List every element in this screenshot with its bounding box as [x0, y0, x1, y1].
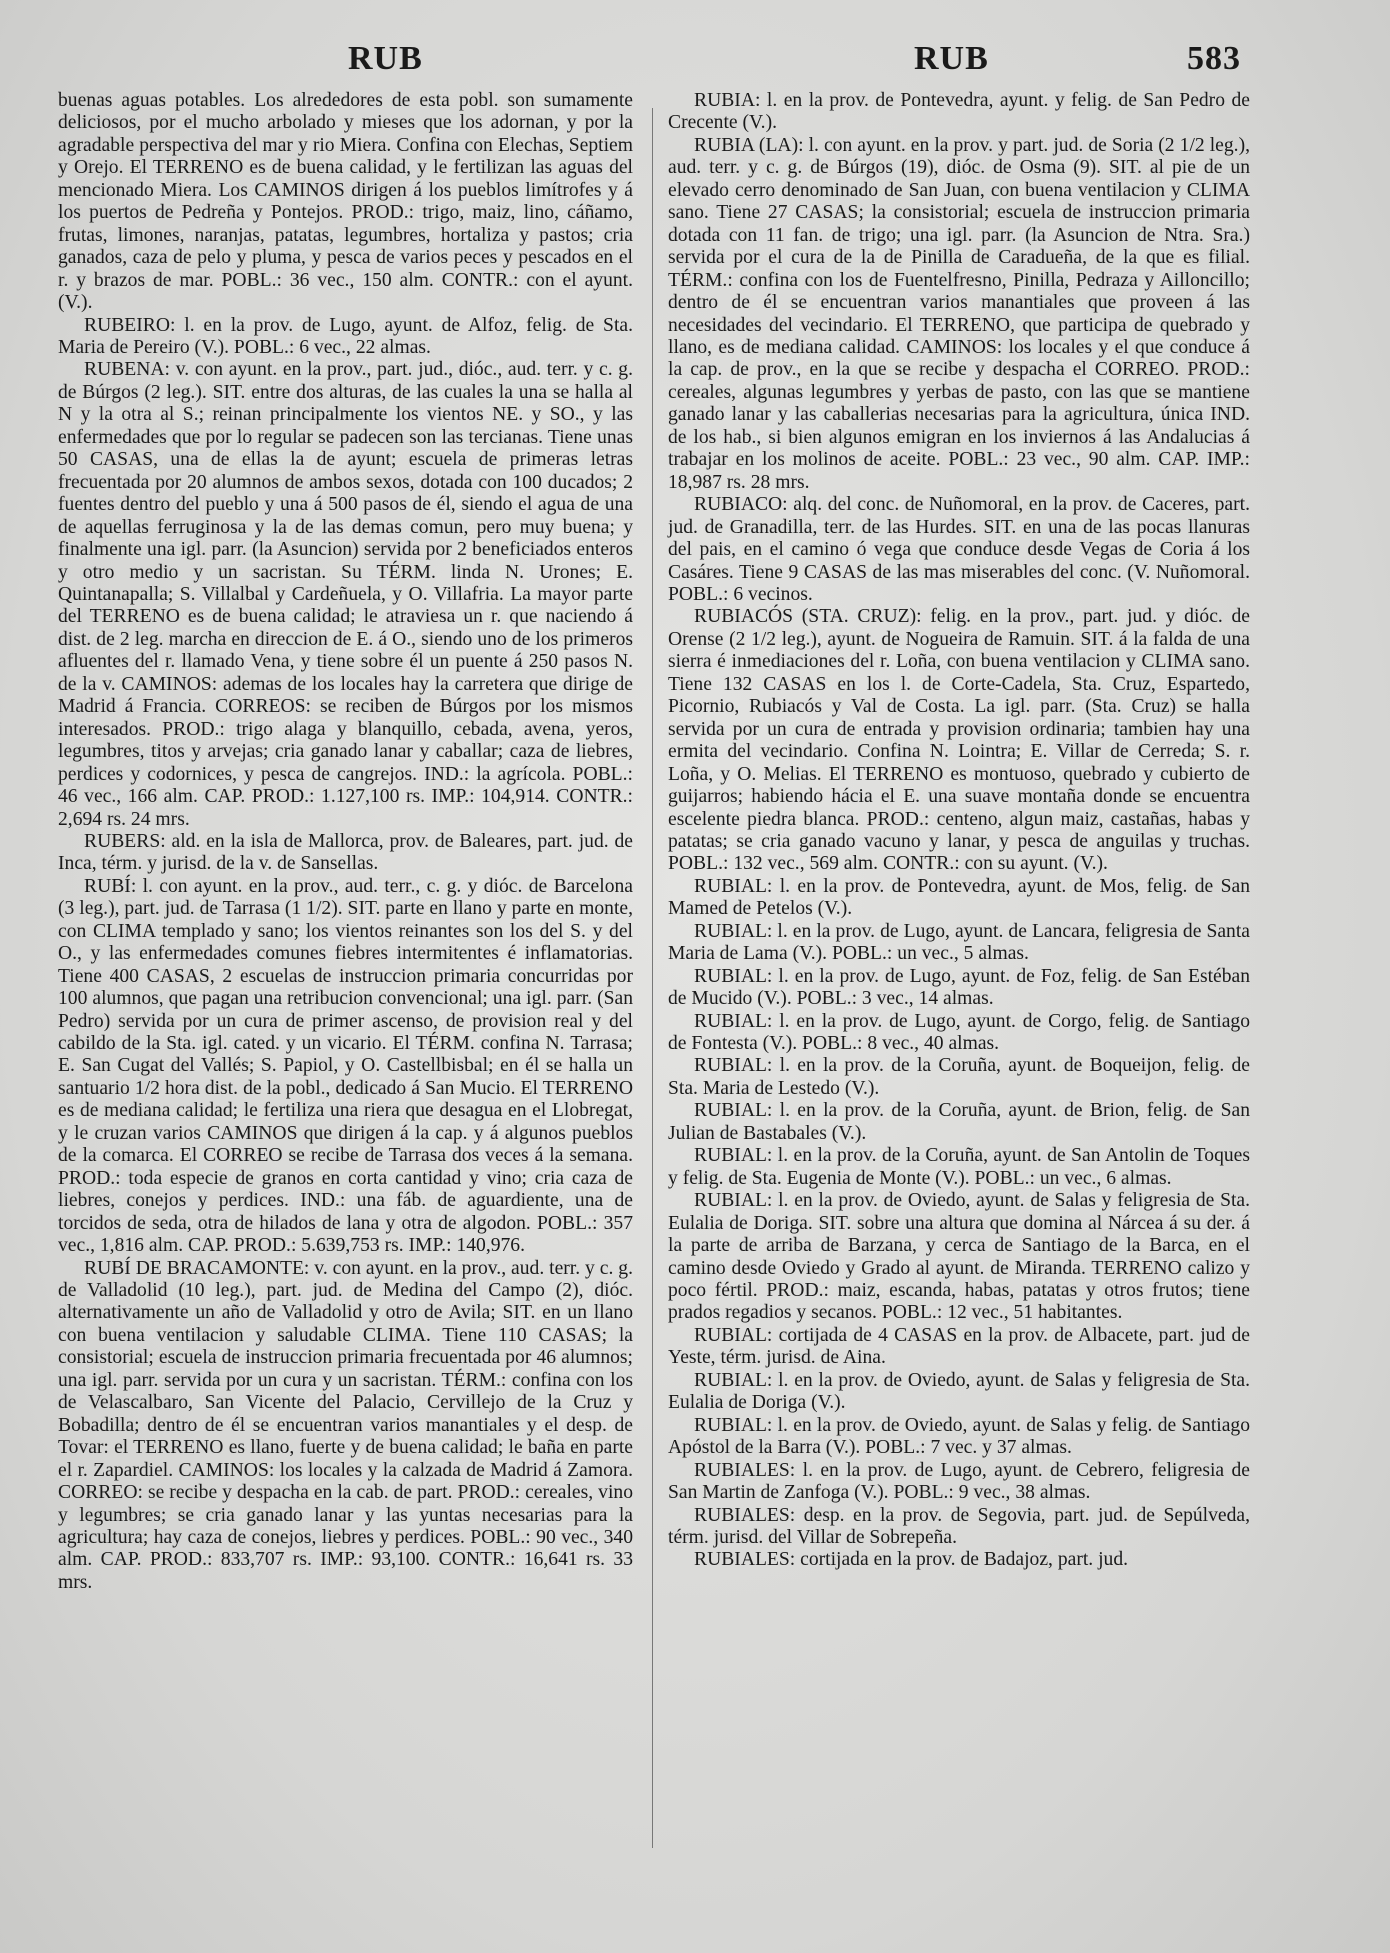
entry: RUBIAL: l. en la prov. de la Coruña, ayunt. de Brion, felig. de San Julian de Bastabales (V.). — [668, 1100, 1250, 1144]
entry: RUBIA: l. en la prov. de Pontevedra, ayunt. y felig. de San Pedro de Crecente (V.). — [668, 90, 1250, 134]
right-column — [668, 90, 1250, 1572]
entry: RUBIACÓS (STA. CRUZ): felig. en la prov., part. jud. y dióc. de Orense (2 1/2 leg.), ayunt. de Nogueira de Ramuin. SIT. á la falda de una sierra é inmediaciones del r. Loña, con buena ventilacion y CLIMA sano. Tiene 132 CASAS en los l. de Corte-Cadela, Sta. Cruz, Espartedo, Picornio, Rubiacós y Val de Costa. La igl. parr. (Sta. Cruz) se halla servida por un cura de entrada y provision ordinaria; tambien hay una ermita del vecindario. Confina N. Lointra; E. Villar de Cerreda; S. r. Loña, y O. Melias. El TERRENO es montuoso, quebrado y cubierto de guijarros; habiendo hácia el E. una suave montaña donde se encuentra escelente piedra blanca. PROD.: centeno, algun maiz, castañas, habas y patatas; se cria ganado vacuno y lanar, y pesca de anguilas y truchas. POBL.: 132 vec., 569 alm. CONTR.: con su ayunt. (V.). — [668, 606, 1250, 875]
entry: RUBIALES: cortijada en la prov. de Badajoz, part. jud. — [694, 1549, 1129, 1571]
entry: RUBIALES: l. en la prov. de Lugo, ayunt. de Cebrero, feligresia de San Martin de Zanfoga (V.). POBL.: 9 vec., 38 almas. — [668, 1459, 1250, 1504]
entry: RUBENA: v. con ayunt. en la prov., part. jud., dióc., aud. terr. y c. g. de Búrgos (2 leg.). SIT. entre dos alturas, de las cuales la una se halla al N y la otra al S.; reinan principalmente los vientos NE. y SO., y las enfermedades que por lo regular se padecen son las tercianas. Tiene unas 50 CASAS, una de ellas la de ayunt; escuela de primeras letras frecuentada por 20 alumnos de ambos sexos, dotada con 100 ducados; 2 fuentes dentro del pueblo y una á 500 pasos de él, siendo el agua de una de aquellas ferruginosa y la de las demas comun, pero muy buena; y finalmente una igl. parr. (la Asuncion) servida por 2 beneficiados enteros y otro medio y un sacristan. Su TÉRM. linda N. Urones; E. Quintanapalla; S. Villalbal y Cardeñuela, y O. Villafria. La mayor parte del TERRENO es de buena calidad; le atraviesa un r. que naciendo á dist. de 2 leg. marcha en direccion de E. á O., siendo uno de los primeros afluentes del r. llamado Vena, y tiene sobre él un puente á 250 pasos N. de la v. CAMINOS: ademas de los locales hay la carretera que dirige de Madrid á Francia. CORREOS: se reciben de Búrgos por los mismos interesados. PROD.: trigo alaga y blanquillo, cebada, avena, yeros, legumbres, titos y arvejas; cria ganado lanar y caballar; caza de liebres, perdices y codornices, y pesca de cangrejos. IND.: la agrícola. POBL.: 46 vec., 166 alm. CAP. PROD.: 1.127,100 rs. IMP.: 104,914. CONTR.: 2,694 rs. 24 mrs. — [58, 359, 633, 830]
entry: RUBIAL: l. en la prov. de Lugo, ayunt. de Lancara, feligresia de Santa Maria de Lama (V.). POBL.: un vec., 5 almas. — [668, 920, 1250, 965]
entry: buenas aguas potables. Los alrededores de esta pobl. son sumamente deliciosos, por el mucho arbolado y mieses que los adornan, y por la agradable perspectiva del mar y rio Miera. Confina con Elechas, Septiem y Orejo. El TERRENO es de buena calidad, y le fertilizan las aguas del mencionado Miera. Los CAMINOS dirigen á los pueblos limítrofes y á los puertos de Pedreña y Pontejos. PROD.: trigo, maiz, lino, cáñamo, frutas, limones, naranjas, patatas, legumbres, hortaliza y pastos; cria ganados, caza de pelo y pluma, y pesca de varios peces y pescados en el r. y brazos de mar. POBL.: 36 vec., 150 alm. CONTR.: con el ayunt. (V.). — [58, 90, 633, 314]
right-running-head: RUB — [914, 40, 989, 77]
entry: RUBIAL: l. en la prov. de Oviedo, ayunt. de Salas y feligresia de Sta. Eulalia de Doriga. SIT. sobre una altura que domina al Nárcea á su der. á la parte de arriba de Barzana, y cerca de Santiago de la Barca, en el camino desde Oviedo y Grado al ayunt. de Miranda. TERRENO calizo y poco fértil. PROD.: maiz, escanda, habas, patatas y otros frutos; tiene prados regadios y secanos. POBL.: 12 vec., 51 habitantes. — [668, 1190, 1250, 1324]
entry: RUBIAL: l. en la prov. de Oviedo, ayunt. de Salas y feligresia de Sta. Eulalia de Doriga (V.). — [668, 1369, 1250, 1414]
entry: RUBIAL: l. en la prov. de Pontevedra, ayunt. de Mos, felig. de San Mamed de Petelos (V.). — [668, 875, 1250, 920]
entry: RUBIAL: l. en la prov. de Lugo, ayunt. de Foz, felig. de San Estéban de Mucido (V.). POBL.: 3 vec., 14 almas. — [668, 965, 1250, 1010]
column-divider — [652, 108, 653, 1848]
entry: RUBIAL: l. en la prov. de Oviedo, ayunt. de Salas y felig. de Santiago Apóstol de la Barra (V.). POBL.: 7 vec. y 37 almas. — [668, 1414, 1250, 1459]
entry: RUBIACO: alq. del conc. de Nuñomoral, en la prov. de Caceres, part. jud. de Granadilla, terr. de las Hurdes. SIT. en una de las pocas llanuras del pais, en el camino ó vega que conduce desde Vegas de Coria á los Casáres. Tiene 9 CASAS de las mas miserables del conc. (V. Nuñomoral. POBL.: 6 vecinos. — [668, 494, 1250, 605]
entry: RUBIALES: desp. en la prov. de Segovia, part. jud. de Sepúlveda, térm. jurisd. del Villar de Sobrepeña. — [668, 1504, 1250, 1548]
entry: RUBÍ DE BRACAMONTE: v. con ayunt. en la prov., aud. terr. y c. g. de Valladolid (10 leg.), part. jud. de Medina del Campo (2), dióc. alternativamente un año de Valladolid y otro de Avila; SIT. en un llano con buena ventilacion y saludable CLIMA. Tiene 110 CASAS; la consistorial; escuela de instruccion primaria frecuentada por 46 alumnos; una igl. parr. servida por un cura y un sacristan. TÉRM.: confina con los de Velascalbaro, San Vicente del Palacio, Cervillejo de la Cruz y Bobadilla; dentro de él se encuentran varios manantiales y el desp. de Tovar: el TERRENO es llano, fuerte y de buena calidad; le baña en parte el r. Zapardiel. CAMINOS: los locales y la calzada de Madrid á Zamora. CORREO: se recibe y despacha en la cab. de part. PROD.: cereales, vino y legumbres; se cria ganado lanar y las yuntas necesarias para la agricultura; hay caza de conejos, liebres y perdices. POBL.: 90 vec., 340 alm. CAP. PROD.: 833,707 rs. IMP.: 93,100. CONTR.: 16,641 rs. 33 mrs. — [58, 1257, 633, 1593]
entry: RUBÍ: l. con ayunt. en la prov., aud. terr., c. g. y dióc. de Barcelona (3 leg.), part. jud. de Tarrasa (1 1/2). SIT. parte en llano y parte en monte, con CLIMA templado y sano; los vientos reinantes son los del S. y del O., y las enfermedades comunes fiebres intermitentes é inflamatorias. Tiene 400 CASAS, 2 escuelas de instruccion primaria concurridas por 100 alumnos, que pagan una retribucion convencional; una igl. parr. (San Pedro) servida por un cura de primer ascenso, de provision real y del cabildo de la Sta. igl. cated. y un vicario. El TÉRM. confina N. Tarrasa; E. San Cugat del Vallés; S. Papiol, y O. Castellbisbal; en él se halla un santuario 1/2 hora dist. de la pobl., dedicado á San Mucio. El TERRENO es de mediana calidad; le fertiliza una riera que desagua en el Llobregat, y le cruzan varios CAMINOS que dirigen á la cap. y á algunos pueblos de la comarca. El CORREO se recibe de Tarrasa dos veces á la semana. PROD.: toda especie de granos en corta cantidad y vino; cria caza de liebres, conejos y perdices. IND.: una fáb. de aguardiente, una de torcidos de seda, otra de hilados de lana y otra de algodon. POBL.: 357 vec., 1,816 alm. CAP. PROD.: 5.639,753 rs. IMP.: 140,976. — [58, 875, 633, 1257]
entry: RUBIAL: l. en la prov. de la Coruña, ayunt. de San Antolin de Toques y felig. de Sta. Eugenia de Monte (V.). POBL.: un vec., 6 almas. — [668, 1145, 1250, 1189]
entry: RUBIAL: cortijada de 4 CASAS en la prov. de Albacete, part. jud de Yeste, térm. jurisd. de Aina. — [668, 1324, 1250, 1369]
entry: RUBIA (LA): l. con ayunt. en la prov. y part. jud. de Soria (2 1/2 leg.), aud. terr. y c. g. de Búrgos (19), dióc. de Osma (9). SIT. al pie de un elevado cerro denominado de San Juan, con buena ventilacion y CLIMA sano. Tiene 27 CASAS; la consistorial; escuela de instruccion primaria dotada con 11 fan. de trigo; una igl. parr. (la Asuncion de Ntra. Sra.) servida por el cura de la de Pinilla de Caradueña, de la que es filial. TÉRM.: confina con los de Fuentelfresno, Pinilla, Pedraza y Ailloncillo; dentro de él se encuentran varios manantiales que proveen á las necesidades del vecindario. El TERRENO, que participa de quebrado y llano, es de mediana calidad. CAMINOS: los locales y el que conduce á la cap. de prov., en la que se recibe y despacha el CORREO. PROD.: cereales, algunas legumbres y yerbas de pasto, con las que se mantiene ganado lanar y las caballerias necesarias para la agricultura, única IND. de los hab., si bien algunos emigran en los inviernos á las Andalucias á trabajar en los molinos de aceite. POBL.: 23 vec., 90 alm. CAP. IMP.: 18,987 rs. 28 mrs. — [668, 134, 1250, 493]
entry: RUBEIRO: l. en la prov. de Lugo, ayunt. de Alfoz, felig. de Sta. Maria de Pereiro (V.). POBL.: 6 vec., 22 almas. — [58, 314, 633, 358]
left-running-head: RUB — [348, 40, 423, 77]
left-column — [58, 90, 633, 1594]
entry: RUBIAL: l. en la prov. de la Coruña, ayunt. de Boqueijon, felig. de Sta. Maria de Lestedo (V.). — [668, 1055, 1250, 1099]
page-number: 583 — [1187, 40, 1241, 77]
entry: RUBIAL: l. en la prov. de Lugo, ayunt. de Corgo, felig. de Santiago de Fontesta (V.). POBL.: 8 vec., 40 almas. — [668, 1010, 1250, 1055]
entry: RUBERS: ald. en la isla de Mallorca, prov. de Baleares, part. jud. de Inca, térm. y jurisd. de la v. de Sansellas. — [58, 830, 633, 875]
